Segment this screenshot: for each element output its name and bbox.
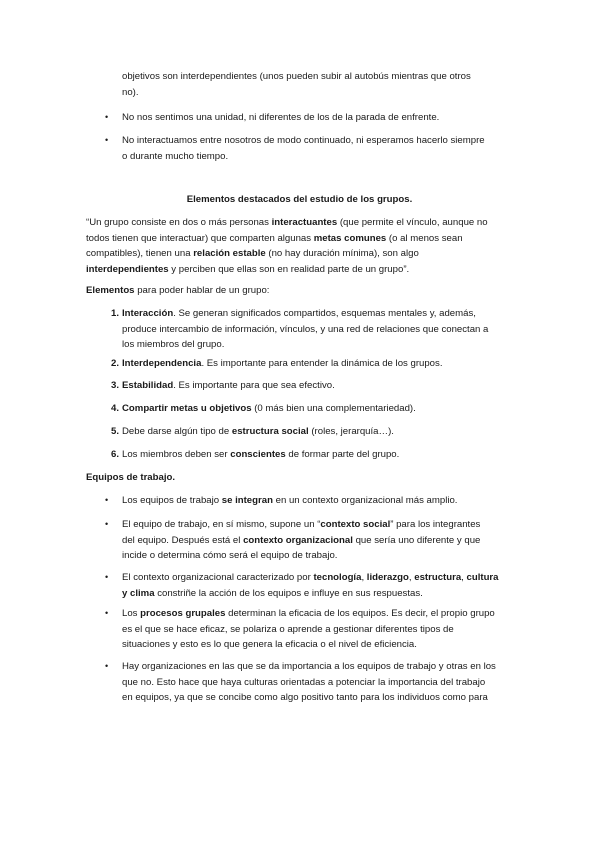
text-line: o durante mucho tiempo. (122, 150, 229, 162)
bold-term: Interdependencia (122, 358, 202, 369)
text-line: incide o determina cómo será el equipo de trabajo. (122, 550, 338, 562)
text-span: El contexto organizacional caracterizado por (122, 572, 314, 583)
text-line: No interactuamos entre nosotros de modo continuado, ni esperamos hacerlo siempre (122, 135, 485, 146)
text-span: El equipo de trabajo, en sí mismo, supone un “ (122, 519, 321, 530)
text-line: Hay organizaciones en las que se da importancia a los equipos de trabajo y otras en los (122, 661, 496, 672)
elements-intro (86, 283, 518, 299)
bullet-icon: • (105, 135, 109, 145)
bullet-icon: • (105, 519, 109, 529)
bold-term: cultura (466, 572, 499, 583)
numbered-item (122, 424, 517, 440)
bold-term: se integran (221, 495, 273, 506)
bullet-icon: • (105, 112, 109, 122)
definition-quote (86, 215, 518, 277)
text-span: , (408, 572, 415, 583)
text-span: para poder hablar de un grupo: (134, 285, 270, 296)
bullet-icon: • (105, 495, 109, 505)
text-span: de formar parte del grupo. (285, 449, 400, 460)
text-line (122, 606, 517, 622)
text-line: produce intercambio de información, vínculos, y una red de relaciones que conectan a (122, 323, 489, 335)
text-line (86, 231, 518, 247)
numbered-item (122, 378, 517, 394)
text-line (86, 215, 518, 231)
text-span: (no hay duración mínima), son algo (265, 248, 419, 260)
text-span: Debe darse algún tipo de (122, 426, 232, 437)
text-line: objetivos son interdependientes (unos pueden subir al autobús mientras que otros (122, 71, 471, 82)
bold-term: conscientes (230, 449, 286, 460)
text-line (122, 586, 517, 602)
numbered-item (122, 306, 517, 353)
text-span: (0 más bien una complementariedad). (251, 403, 416, 414)
bold-term: Estabilidad (122, 380, 174, 391)
section-heading: Elementos destacados del estudio de los grupos. (186, 194, 413, 205)
list-number: 4. (110, 403, 119, 414)
bold-term: liderazgo (366, 572, 409, 583)
list-item (122, 517, 517, 564)
text-line (86, 246, 518, 262)
bullet-icon: • (105, 661, 109, 671)
numbered-item (122, 356, 517, 372)
bold-term: interactuantes (271, 217, 338, 228)
bold-term: relación estable (193, 248, 266, 260)
text-line (122, 517, 517, 533)
text-span: determinan la eficacia de los equipos. Es decir, el propio grupo (225, 608, 495, 619)
bold-term: Compartir metas u objetivos (122, 403, 252, 414)
text-span: ” para los integrantes (390, 519, 481, 530)
bold-term: Elementos (86, 285, 135, 296)
text-line (86, 262, 518, 278)
text-line: que no. Esto hace que haya culturas orientadas a potenciar la importancia del trabajo (122, 676, 486, 688)
text-line: es el que se hace eficaz, se polariza o aprende a gestionar diferentes tipos de (122, 623, 454, 635)
text-span: (o al menos sean (386, 232, 463, 244)
text-span: “Un grupo consiste en dos o más personas (86, 217, 272, 228)
text-span: (roles, jerarquía…). (308, 426, 394, 437)
text-line: no). (122, 86, 139, 98)
text-line: en equipos, ya que se concibe como algo positivo tanto para los individuos como para (122, 692, 488, 704)
bullet-icon: • (105, 572, 109, 582)
list-item (122, 570, 517, 601)
text-span: del equipo. Después está el (122, 534, 244, 546)
text-line: No nos sentimos una unidad, ni diferentes de los de la parada de enfrente. (122, 112, 440, 123)
bold-term: tecnología (313, 572, 362, 583)
text-span: Los miembros deben ser (122, 449, 231, 460)
text-line (122, 306, 517, 322)
bullet-icon: • (105, 608, 109, 618)
text-span: y perciben que ellas son en realidad parte de un grupo”. (168, 263, 410, 275)
bold-term: y clima (122, 587, 155, 599)
text-line: los miembros del grupo. (122, 339, 225, 351)
text-span: en un contexto organizacional más amplio. (272, 495, 458, 506)
numbered-item (122, 447, 517, 463)
list-item (122, 493, 517, 509)
bold-term: metas comunes (313, 232, 387, 244)
bold-term: estructura social (231, 426, 309, 437)
numbered-item (122, 401, 517, 417)
text-span: Los equipos de trabajo (122, 495, 222, 506)
text-line: situaciones y esto es lo que genera la eficacia o el nivel de eficiencia. (122, 639, 417, 651)
list-item (122, 110, 517, 126)
text-line (122, 533, 517, 549)
text-span: Los (122, 608, 141, 619)
text-span: constriñe la acción de los equipos e influye en sus respuestas. (154, 587, 423, 599)
text-span: (que permite el vínculo, aunque no (337, 217, 488, 228)
list-number: 3. (110, 380, 119, 391)
text-span: que sería uno diferente y que (352, 534, 481, 546)
list-number: 2. (110, 358, 119, 369)
text-span: . Es importante para que sea efectivo. (173, 380, 335, 391)
list-number: 5. (110, 426, 119, 437)
text-span: . Es importante para entender la dinámica de los grupos. (201, 358, 443, 369)
text-span: , (461, 572, 467, 583)
list-item (122, 606, 517, 653)
bullet-continuation (122, 69, 517, 100)
text-span: , (361, 572, 367, 583)
text-span: . Se generan significados compartidos, esquemas mentales y, además, (173, 308, 476, 319)
bold-term: procesos grupales (140, 608, 226, 619)
text-line (122, 570, 517, 586)
bold-term: Interacción (122, 308, 174, 319)
bold-term: interdependientes (86, 263, 169, 275)
teams-heading: Equipos de trabajo. (86, 472, 176, 483)
bold-term: contexto organizacional (243, 534, 353, 546)
list-item (122, 659, 517, 706)
list-number: 1. (110, 308, 119, 319)
text-span: compatibles), tienen una (86, 248, 194, 260)
bold-term: contexto social (320, 519, 391, 530)
text-span: todos tienen que interactuar) que comparten algunas (86, 232, 314, 244)
list-item (122, 133, 517, 164)
list-number: 6. (110, 449, 119, 460)
bold-term: estructura (414, 572, 462, 583)
